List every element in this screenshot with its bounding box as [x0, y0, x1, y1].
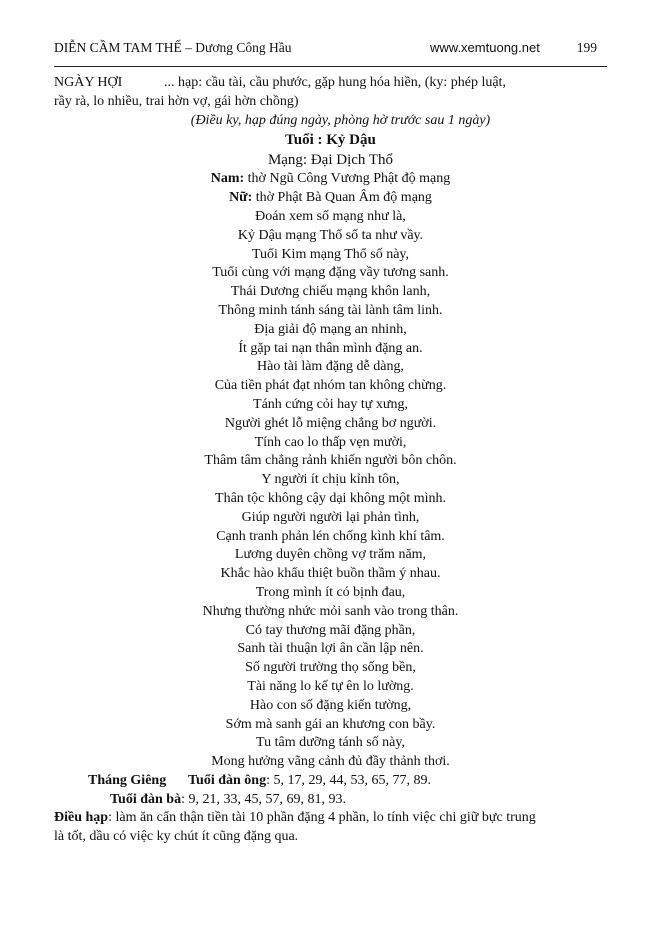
header-divider: [54, 66, 607, 67]
verse-line: Kỷ Dậu mạng Thổ số ta như vầy.: [237, 227, 424, 243]
verse-line: Lương duyên chồng vợ trăm năm,: [234, 547, 427, 563]
verse-line: Sớm mà sanh gái an khương con bầy.: [225, 716, 436, 732]
ages-male-line: [54, 772, 607, 791]
verse-line: Hào tài làm đặng dễ dàng,: [257, 359, 404, 375]
verse-line: Tính cao lo thấp vẹn mười,: [254, 434, 407, 450]
verse-line: Tu tâm dưỡng tánh số này,: [256, 735, 405, 751]
intro-label: NGÀY HỢI: [54, 75, 123, 90]
verse-line: Thông minh tánh sáng tài lành tâm linh.: [218, 302, 443, 318]
intro-continuation: rầy rà, lo nhiều, trai hờn vợ, gái hờn chồng): [54, 93, 299, 109]
section-title: Tuổi : Kỷ Dậu: [285, 132, 376, 149]
page-number: 199: [576, 40, 597, 55]
verse-line: Tài năng lo kế tự ên lo lường.: [247, 678, 414, 694]
nam-text: thờ Ngũ Công Vương Phật độ mạng: [244, 171, 451, 187]
verse-line: Hào con số đặng kiến tường,: [249, 697, 412, 713]
nu-line: [54, 189, 607, 208]
verse-line: Tánh cứng cỏi hay tự xưng,: [253, 396, 408, 412]
verse-line: Giúp người người lại phản tình,: [241, 509, 420, 525]
advice-continuation: là tốt, dầu có việc ky chút ít cũng đặng qua.: [54, 829, 299, 845]
nam-label: Nam:: [210, 171, 245, 187]
verse-line: Người ghét lỗ miệng chẳng bơ người.: [224, 415, 437, 431]
verse-line: Sanh tài thuận lợi ân cần lập nên.: [237, 641, 424, 657]
ages-female-line: [54, 791, 607, 810]
advice-text: : làm ăn cẩn thận tiền tài 10 phần đặng 4 phần, lo tính việc chi giữ bực trung: [108, 810, 536, 826]
intro-text: ... hạp: cầu tài, cầu phước, gặp hung hóa hiền, (ky: phép luật,: [164, 75, 506, 90]
verse-line: Cạnh tranh phản lén chống kình khí tâm.: [216, 528, 445, 544]
nam-line: [54, 170, 607, 189]
verse-line: Tuổi cùng với mạng đặng vầy tương sanh.: [212, 265, 449, 281]
verse-line: Có tay thương mãi đặng phần,: [245, 622, 416, 638]
verse-line: Địa giải độ mạng an nhinh,: [254, 321, 407, 337]
verse-line: Khắc hào khẩu thiệt buồn thầm ý nhau.: [220, 566, 441, 582]
website-link[interactable]: www.xemtuong.net: [430, 40, 540, 55]
advice-line: [54, 809, 607, 828]
section-subtitle: Mạng: Đại Dịch Thổ: [267, 152, 394, 169]
male-ages-values: : 5, 17, 29, 44, 53, 65, 77, 89.: [266, 772, 431, 788]
verse-line: Thâm tâm chẳng rảnh khiến người bôn chôn.: [204, 453, 457, 469]
verse-line: Đoán xem số mạng như là,: [255, 208, 406, 224]
nu-text: thờ Phật Bà Quan Âm độ mạng: [252, 190, 432, 206]
month-label: Tháng Giêng: [88, 772, 167, 788]
nu-label: Nữ:: [229, 190, 253, 206]
verse-line: Của tiền phát đạt nhóm tan không chừng.: [214, 378, 447, 394]
verse-line: Thái Dương chiếu mạng khôn lanh,: [230, 284, 431, 300]
verse-line: Ít gặp tai nạn thân mình đặng an.: [238, 340, 423, 356]
verse-block: [54, 208, 607, 772]
male-ages-label: Tuổi đàn ông: [188, 772, 267, 788]
verse-line: Số người trường thọ sống bền,: [245, 660, 416, 676]
verse-line: Thân tộc không cậy dại không một mình.: [215, 490, 446, 506]
female-ages-values: : 9, 21, 33, 45, 57, 69, 81, 93.: [181, 791, 346, 807]
page-header: [54, 40, 607, 60]
verse-line: Mong hưởng vãng cảnh đủ đầy thảnh thơi.: [211, 754, 450, 770]
verse-line: Y người ít chịu kỉnh tôn,: [261, 472, 400, 488]
verse-line: Tuổi Kim mạng Thổ số này,: [252, 246, 409, 262]
female-ages-label: Tuổi đàn bà: [110, 791, 182, 807]
verse-line: Nhưng thường nhức mỏi sanh vào trong thân.: [202, 603, 459, 619]
verse-line: Trong mình ít có bịnh đau,: [255, 584, 406, 600]
intro-line: [54, 74, 607, 93]
book-title: DIỄN CẦM TAM THẾ – Dương Công Hầu: [54, 40, 292, 55]
intro-note: (Điều ky, hạp đúng ngày, phòng hờ trước sau 1 ngày): [190, 112, 491, 128]
advice-label: Điều hạp: [54, 810, 109, 826]
page-body: [54, 74, 607, 847]
